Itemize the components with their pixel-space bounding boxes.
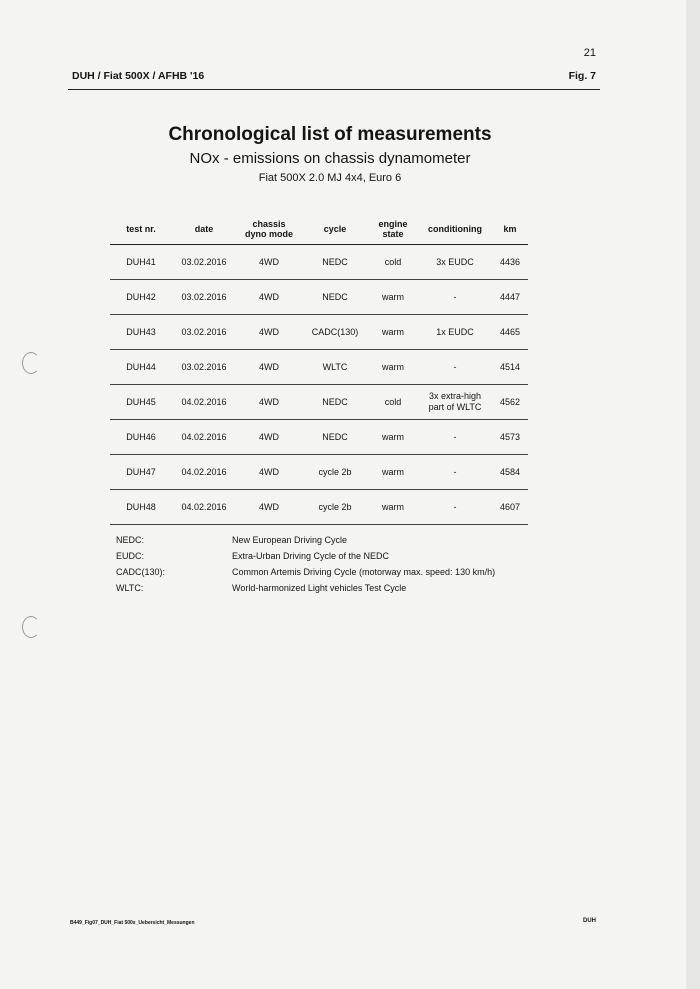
cell-date: 04.02.2016 — [172, 455, 236, 490]
cell-conditioning — [418, 245, 492, 280]
table-row — [110, 245, 528, 280]
cell-cycle: cycle 2b — [302, 490, 368, 525]
cell-test-nr: DUH48 — [110, 490, 172, 525]
cell-cycle: NEDC — [302, 385, 368, 420]
table-row — [110, 455, 528, 490]
header-date: date — [172, 214, 236, 245]
cell-date: 03.02.2016 — [172, 350, 236, 385]
cell-conditioning — [418, 420, 492, 455]
table-row — [110, 385, 528, 420]
figure-label: Fig. 7 — [568, 70, 596, 82]
cond-line1: - — [453, 501, 457, 512]
legend-abbr: CADC(130): — [116, 567, 166, 577]
cell-mode: 4WD — [236, 315, 302, 350]
cell-mode: 4WD — [236, 455, 302, 490]
cell-engine: warm — [368, 280, 418, 315]
cell-date: 03.02.2016 — [172, 245, 236, 280]
cell-km: 4573 — [492, 420, 528, 455]
cell-km: 4562 — [492, 385, 528, 420]
page-subtitle: NOx - emissions on chassis dynamometer — [189, 150, 471, 167]
cell-conditioning — [418, 455, 492, 490]
table-row — [110, 315, 528, 350]
legend-definition: World-harmonized Light vehicles Test Cycle — [232, 583, 407, 593]
legend-abbr: NEDC: — [116, 535, 145, 545]
cell-test-nr: DUH47 — [110, 455, 172, 490]
cell-conditioning — [418, 350, 492, 385]
legend-definition: Common Artemis Driving Cycle (motorway max. speed: 130 km/h) — [232, 567, 496, 577]
legend-abbr: WLTC: — [116, 583, 144, 593]
cell-date: 04.02.2016 — [172, 385, 236, 420]
cell-mode: 4WD — [236, 385, 302, 420]
cond-line1: - — [453, 466, 457, 477]
header-test-nr: test nr. — [110, 214, 172, 245]
cell-conditioning — [418, 385, 492, 420]
cell-mode: 4WD — [236, 280, 302, 315]
cond-line1: 1x EUDC — [436, 326, 474, 337]
cond-line1: - — [453, 361, 457, 372]
cell-km: 4584 — [492, 455, 528, 490]
cell-test-nr: DUH44 — [110, 350, 172, 385]
page-number: 21 — [583, 47, 596, 59]
cell-cycle: CADC(130) — [302, 315, 368, 350]
page-edge-shadow — [686, 0, 700, 989]
cell-engine: warm — [368, 350, 418, 385]
cond-line1: 3x extra-high — [428, 391, 482, 401]
cell-engine: warm — [368, 420, 418, 455]
vehicle-label: Fiat 500X 2.0 MJ 4x4, Euro 6 — [258, 172, 402, 184]
cond-line1: - — [453, 291, 457, 302]
table-row — [110, 280, 528, 315]
cell-mode: 4WD — [236, 490, 302, 525]
header-engine-state — [368, 214, 418, 245]
cell-engine: cold — [368, 245, 418, 280]
page-title: Chronological list of measurements — [168, 124, 492, 145]
punch-hole-mark — [22, 616, 40, 638]
cell-engine: cold — [368, 385, 418, 420]
table-row — [110, 420, 528, 455]
cell-cycle: cycle 2b — [302, 455, 368, 490]
header-conditioning: conditioning — [418, 214, 492, 245]
cell-km: 4607 — [492, 490, 528, 525]
cell-conditioning — [418, 490, 492, 525]
cell-mode: 4WD — [236, 420, 302, 455]
table-row — [110, 490, 528, 525]
cell-test-nr: DUH46 — [110, 420, 172, 455]
cell-test-nr: DUH45 — [110, 385, 172, 420]
cell-test-nr: DUH41 — [110, 245, 172, 280]
header-engine-line2: state — [382, 229, 404, 239]
header-rule — [68, 89, 600, 90]
footer-filename: B449_Fig07_DUH_Fiat 500x_Uebersicht_Messungen — [70, 920, 195, 926]
cell-test-nr: DUH43 — [110, 315, 172, 350]
header-chassis-line2: dyno mode — [244, 229, 293, 239]
header-km: km — [492, 214, 528, 245]
cell-engine: warm — [368, 490, 418, 525]
cell-date: 03.02.2016 — [172, 315, 236, 350]
header-cycle: cycle — [302, 214, 368, 245]
cond-line1: 3x EUDC — [436, 256, 474, 267]
punch-hole-mark — [22, 352, 40, 374]
cell-engine: warm — [368, 315, 418, 350]
header-chassis-line1: chassis — [252, 219, 286, 229]
header-chassis-dyno-mode — [236, 214, 302, 245]
cell-km: 4514 — [492, 350, 528, 385]
cell-mode: 4WD — [236, 245, 302, 280]
cell-conditioning — [418, 315, 492, 350]
legend-definition: New European Driving Cycle — [232, 535, 348, 545]
cell-cycle: NEDC — [302, 280, 368, 315]
cell-cycle: WLTC — [302, 350, 368, 385]
table-row — [110, 350, 528, 385]
cond-line2: part of WLTC — [428, 402, 482, 412]
cell-cycle: NEDC — [302, 245, 368, 280]
cell-date: 04.02.2016 — [172, 490, 236, 525]
cell-test-nr: DUH42 — [110, 280, 172, 315]
cell-cycle: NEDC — [302, 420, 368, 455]
legend-definition: Extra-Urban Driving Cycle of the NEDC — [232, 551, 390, 561]
cell-km: 4436 — [492, 245, 528, 280]
cell-engine: warm — [368, 455, 418, 490]
cell-date: 04.02.2016 — [172, 420, 236, 455]
cell-conditioning — [418, 280, 492, 315]
cell-km: 4447 — [492, 280, 528, 315]
cell-date: 03.02.2016 — [172, 280, 236, 315]
table-header-row — [110, 214, 528, 245]
footer-right: DUH — [583, 918, 596, 924]
cell-mode: 4WD — [236, 350, 302, 385]
header-left: DUH / Fiat 500X / AFHB '16 — [72, 70, 205, 82]
legend-abbr: EUDC: — [116, 551, 145, 561]
measurements-table — [110, 214, 528, 525]
cond-line1: - — [453, 431, 457, 442]
cell-km: 4465 — [492, 315, 528, 350]
header-engine-line1: engine — [378, 219, 408, 229]
